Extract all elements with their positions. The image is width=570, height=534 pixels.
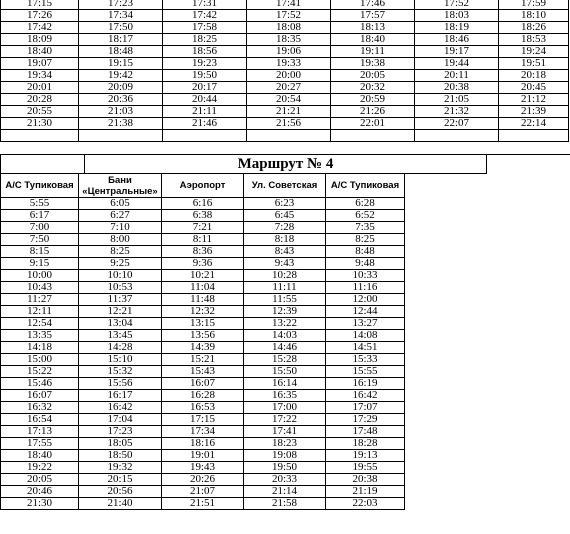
time-cell: 16:28 [162, 390, 244, 402]
table-row [1, 130, 569, 142]
time-cell: 15:10 [79, 354, 162, 366]
time-cell [331, 130, 415, 142]
time-cell: 19:51 [499, 58, 569, 70]
time-cell: 21:56 [247, 118, 331, 130]
time-cell: 18:10 [499, 10, 569, 22]
time-cell: 17:15 [162, 414, 244, 426]
time-cell: 12:21 [79, 306, 162, 318]
time-cell: 13:15 [162, 318, 244, 330]
time-cell: 14:51 [326, 342, 405, 354]
route-title-right-spacer [487, 155, 570, 174]
time-cell: 20:56 [79, 486, 162, 498]
table-row [1, 498, 405, 510]
table-row [1, 342, 405, 354]
time-cell: 20:00 [247, 70, 331, 82]
time-cell: 19:07 [1, 58, 79, 70]
time-cell: 7:00 [1, 222, 79, 234]
time-cell: 16:42 [326, 390, 405, 402]
table-row [1, 438, 405, 450]
time-cell: 15:55 [326, 366, 405, 378]
time-cell [247, 130, 331, 142]
time-cell: 19:55 [326, 462, 405, 474]
time-cell: 15:46 [1, 378, 79, 390]
route-title-left-spacer [1, 155, 85, 174]
table-row [1, 486, 405, 498]
time-cell: 17:04 [79, 414, 162, 426]
table-row [1, 118, 569, 130]
time-cell: 20:05 [1, 474, 79, 486]
time-cell: 20:11 [415, 70, 499, 82]
time-cell: 17:15 [1, 0, 79, 10]
time-cell: 18:35 [247, 34, 331, 46]
time-cell: 19:01 [162, 450, 244, 462]
time-cell: 13:22 [244, 318, 326, 330]
time-cell: 8:36 [162, 246, 244, 258]
time-cell: 13:27 [326, 318, 405, 330]
time-cell: 21:21 [247, 106, 331, 118]
time-cell: 13:56 [162, 330, 244, 342]
previous-route-schedule-body [1, 0, 569, 142]
time-cell: 21:11 [163, 106, 247, 118]
time-cell: 8:11 [162, 234, 244, 246]
time-cell: 18:48 [79, 46, 163, 58]
table-row [1, 390, 405, 402]
time-cell: 15:43 [162, 366, 244, 378]
time-cell: 18:05 [79, 438, 162, 450]
time-cell: 14:39 [162, 342, 244, 354]
time-cell: 16:54 [1, 414, 79, 426]
time-cell: 13:45 [79, 330, 162, 342]
time-cell: 21:30 [1, 498, 79, 510]
time-cell: 17:52 [247, 10, 331, 22]
header-stop-tupikovaya-start: А/С Тупиковая [1, 174, 79, 198]
time-cell [499, 130, 569, 142]
time-cell: 22:14 [499, 118, 569, 130]
time-cell: 9:48 [326, 258, 405, 270]
time-cell: 19:22 [1, 462, 79, 474]
time-cell: 20:45 [499, 82, 569, 94]
table-row [1, 198, 405, 210]
time-cell: 17:52 [415, 0, 499, 10]
time-cell: 16:14 [244, 378, 326, 390]
time-cell: 8:00 [79, 234, 162, 246]
time-cell: 6:45 [244, 210, 326, 222]
time-cell: 14:08 [326, 330, 405, 342]
time-cell: 17:26 [1, 10, 79, 22]
table-row [1, 414, 405, 426]
time-cell: 19:17 [415, 46, 499, 58]
time-cell: 21:03 [79, 106, 163, 118]
table-row [1, 378, 405, 390]
table-row [1, 354, 405, 366]
time-cell: 20:28 [1, 94, 79, 106]
time-cell: 11:04 [162, 282, 244, 294]
time-cell: 17:13 [1, 426, 79, 438]
table-row [1, 402, 405, 414]
time-cell: 19:50 [244, 462, 326, 474]
time-cell: 19:24 [499, 46, 569, 58]
table-row [1, 0, 569, 10]
time-cell: 17:58 [163, 22, 247, 34]
time-cell: 20:09 [79, 82, 163, 94]
time-cell: 22:01 [331, 118, 415, 130]
time-cell: 18:03 [415, 10, 499, 22]
time-cell: 10:33 [326, 270, 405, 282]
time-cell: 14:46 [244, 342, 326, 354]
table-row [1, 222, 405, 234]
time-cell: 11:11 [244, 282, 326, 294]
time-cell: 16:07 [1, 390, 79, 402]
time-cell: 12:44 [326, 306, 405, 318]
time-cell: 10:00 [1, 270, 79, 282]
time-cell: 20:15 [79, 474, 162, 486]
time-cell: 6:27 [79, 210, 162, 222]
time-cell: 10:53 [79, 282, 162, 294]
time-cell: 10:10 [79, 270, 162, 282]
time-cell: 6:17 [1, 210, 79, 222]
time-cell: 8:15 [1, 246, 79, 258]
time-cell: 12:11 [1, 306, 79, 318]
time-cell: 17:41 [247, 0, 331, 10]
time-cell: 18:13 [331, 22, 415, 34]
time-cell: 20:05 [331, 70, 415, 82]
table-row [1, 246, 405, 258]
time-cell: 6:16 [162, 198, 244, 210]
time-cell: 21:07 [162, 486, 244, 498]
time-cell: 17:34 [162, 426, 244, 438]
time-cell: 18:40 [331, 34, 415, 46]
time-cell: 17:55 [1, 438, 79, 450]
time-cell: 17:22 [244, 414, 326, 426]
time-cell: 13:04 [79, 318, 162, 330]
time-cell: 19:23 [163, 58, 247, 70]
time-cell: 18:17 [79, 34, 163, 46]
time-cell: 8:43 [244, 246, 326, 258]
table-row [1, 94, 569, 106]
time-cell: 17:48 [326, 426, 405, 438]
time-cell: 9:43 [244, 258, 326, 270]
table-row [1, 318, 405, 330]
table-row [1, 106, 569, 118]
time-cell: 19:43 [162, 462, 244, 474]
time-cell: 6:23 [244, 198, 326, 210]
table-row [1, 46, 569, 58]
time-cell: 21:51 [162, 498, 244, 510]
time-cell [1, 130, 79, 142]
time-cell [163, 130, 247, 142]
time-cell: 10:21 [162, 270, 244, 282]
time-cell: 18:08 [247, 22, 331, 34]
time-cell: 19:34 [1, 70, 79, 82]
time-cell: 19:15 [79, 58, 163, 70]
time-cell: 18:19 [415, 22, 499, 34]
route-title-row [0, 154, 570, 174]
time-cell: 8:48 [326, 246, 405, 258]
time-cell: 21:30 [1, 118, 79, 130]
time-cell: 14:28 [79, 342, 162, 354]
time-cell: 19:11 [331, 46, 415, 58]
time-cell: 21:19 [326, 486, 405, 498]
time-cell: 11:16 [326, 282, 405, 294]
time-cell: 21:46 [163, 118, 247, 130]
time-cell: 19:38 [331, 58, 415, 70]
time-cell: 18:46 [415, 34, 499, 46]
time-cell: 21:40 [79, 498, 162, 510]
time-cell: 17:46 [331, 0, 415, 10]
time-cell: 15:00 [1, 354, 79, 366]
time-cell: 20:01 [1, 82, 79, 94]
table-row [1, 426, 405, 438]
table-row [1, 270, 405, 282]
time-cell: 11:37 [79, 294, 162, 306]
time-cell: 18:25 [163, 34, 247, 46]
time-cell: 16:42 [79, 402, 162, 414]
time-cell: 6:28 [326, 198, 405, 210]
time-cell: 9:25 [79, 258, 162, 270]
table-row [1, 58, 569, 70]
time-cell: 17:29 [326, 414, 405, 426]
time-cell: 21:58 [244, 498, 326, 510]
route-4-schedule-body [1, 198, 405, 510]
table-row [1, 82, 569, 94]
time-cell: 12:39 [244, 306, 326, 318]
time-cell: 20:26 [162, 474, 244, 486]
time-cell: 19:50 [163, 70, 247, 82]
table-row [1, 34, 569, 46]
time-cell: 18:40 [1, 46, 79, 58]
table-row [1, 330, 405, 342]
time-cell: 6:38 [162, 210, 244, 222]
previous-route-schedule-table [0, 0, 569, 142]
time-cell: 15:21 [162, 354, 244, 366]
time-cell: 18:53 [499, 34, 569, 46]
time-cell: 7:50 [1, 234, 79, 246]
time-cell: 11:48 [162, 294, 244, 306]
route-4-schedule-table [0, 173, 405, 510]
time-cell: 18:23 [244, 438, 326, 450]
time-cell [415, 130, 499, 142]
time-cell: 5:55 [1, 198, 79, 210]
time-cell: 21:05 [415, 94, 499, 106]
time-cell: 20:36 [79, 94, 163, 106]
time-cell: 20:27 [247, 82, 331, 94]
time-cell: 8:18 [244, 234, 326, 246]
table-row [1, 234, 405, 246]
time-cell: 7:28 [244, 222, 326, 234]
time-cell: 11:55 [244, 294, 326, 306]
time-cell: 19:08 [244, 450, 326, 462]
time-cell: 21:26 [331, 106, 415, 118]
time-cell: 16:19 [326, 378, 405, 390]
table-row [1, 10, 569, 22]
time-cell: 16:17 [79, 390, 162, 402]
time-cell: 19:33 [247, 58, 331, 70]
time-cell: 9:36 [162, 258, 244, 270]
time-cell: 17:41 [244, 426, 326, 438]
time-cell: 21:12 [499, 94, 569, 106]
table-row [1, 306, 405, 318]
time-cell: 20:59 [331, 94, 415, 106]
time-cell: 17:42 [163, 10, 247, 22]
table-row [1, 462, 405, 474]
time-cell: 21:38 [79, 118, 163, 130]
time-cell: 14:03 [244, 330, 326, 342]
time-cell [79, 130, 163, 142]
time-cell: 16:53 [162, 402, 244, 414]
header-stop-tupikovaya-end: А/С Тупиковая [326, 174, 405, 198]
time-cell: 7:10 [79, 222, 162, 234]
time-cell: 19:32 [79, 462, 162, 474]
time-cell: 17:07 [326, 402, 405, 414]
time-cell: 20:32 [331, 82, 415, 94]
time-cell: 15:33 [326, 354, 405, 366]
time-cell: 7:21 [162, 222, 244, 234]
time-cell: 20:18 [499, 70, 569, 82]
time-cell: 12:00 [326, 294, 405, 306]
time-cell: 16:32 [1, 402, 79, 414]
time-cell: 19:13 [326, 450, 405, 462]
time-cell: 7:35 [326, 222, 405, 234]
time-cell: 18:16 [162, 438, 244, 450]
time-cell: 19:42 [79, 70, 163, 82]
time-cell: 15:28 [244, 354, 326, 366]
time-cell: 16:35 [244, 390, 326, 402]
time-cell: 20:17 [163, 82, 247, 94]
time-cell: 8:25 [326, 234, 405, 246]
time-cell: 15:50 [244, 366, 326, 378]
header-stop-bani-tsentralnye: Бани «Центральные» [79, 174, 162, 198]
time-cell: 21:32 [415, 106, 499, 118]
time-cell: 20:33 [244, 474, 326, 486]
time-cell: 6:52 [326, 210, 405, 222]
time-cell: 22:07 [415, 118, 499, 130]
time-cell: 17:31 [163, 0, 247, 10]
header-stop-ul-sovetskaya: Ул. Советская [244, 174, 326, 198]
time-cell: 8:25 [79, 246, 162, 258]
time-cell: 18:09 [1, 34, 79, 46]
time-cell: 15:56 [79, 378, 162, 390]
time-cell: 15:22 [1, 366, 79, 378]
time-cell: 20:55 [1, 106, 79, 118]
table-row [1, 22, 569, 34]
time-cell: 17:23 [79, 0, 163, 10]
table-row [1, 282, 405, 294]
table-row [1, 210, 405, 222]
time-cell: 20:54 [247, 94, 331, 106]
time-cell: 21:14 [244, 486, 326, 498]
time-cell: 18:50 [79, 450, 162, 462]
time-cell: 17:34 [79, 10, 163, 22]
time-cell: 20:38 [415, 82, 499, 94]
time-cell: 15:32 [79, 366, 162, 378]
time-cell: 18:56 [163, 46, 247, 58]
table-row [1, 70, 569, 82]
time-cell: 22:03 [326, 498, 405, 510]
time-cell: 13:35 [1, 330, 79, 342]
time-cell: 9:15 [1, 258, 79, 270]
table-row [1, 366, 405, 378]
time-cell: 21:39 [499, 106, 569, 118]
table-row [1, 450, 405, 462]
time-cell: 18:26 [499, 22, 569, 34]
table-row [1, 258, 405, 270]
time-cell: 12:32 [162, 306, 244, 318]
time-cell: 12:54 [1, 318, 79, 330]
time-cell: 16:07 [162, 378, 244, 390]
time-cell: 17:57 [331, 10, 415, 22]
table-row [1, 474, 405, 486]
time-cell: 20:44 [163, 94, 247, 106]
time-cell: 10:43 [1, 282, 79, 294]
time-cell: 6:05 [79, 198, 162, 210]
time-cell: 17:50 [79, 22, 163, 34]
time-cell: 18:28 [326, 438, 405, 450]
route-4-title: Маршрут № 4 [85, 155, 487, 174]
time-cell: 17:42 [1, 22, 79, 34]
time-cell: 19:06 [247, 46, 331, 58]
time-cell: 19:44 [415, 58, 499, 70]
time-cell: 17:23 [79, 426, 162, 438]
time-cell: 17:59 [499, 0, 569, 10]
time-cell: 20:46 [1, 486, 79, 498]
time-cell: 10:28 [244, 270, 326, 282]
time-cell: 11:27 [1, 294, 79, 306]
time-cell: 14:18 [1, 342, 79, 354]
time-cell: 17:00 [244, 402, 326, 414]
table-row [1, 294, 405, 306]
header-stop-aeroport: Аэропорт [162, 174, 244, 198]
time-cell: 18:40 [1, 450, 79, 462]
time-cell: 20:38 [326, 474, 405, 486]
